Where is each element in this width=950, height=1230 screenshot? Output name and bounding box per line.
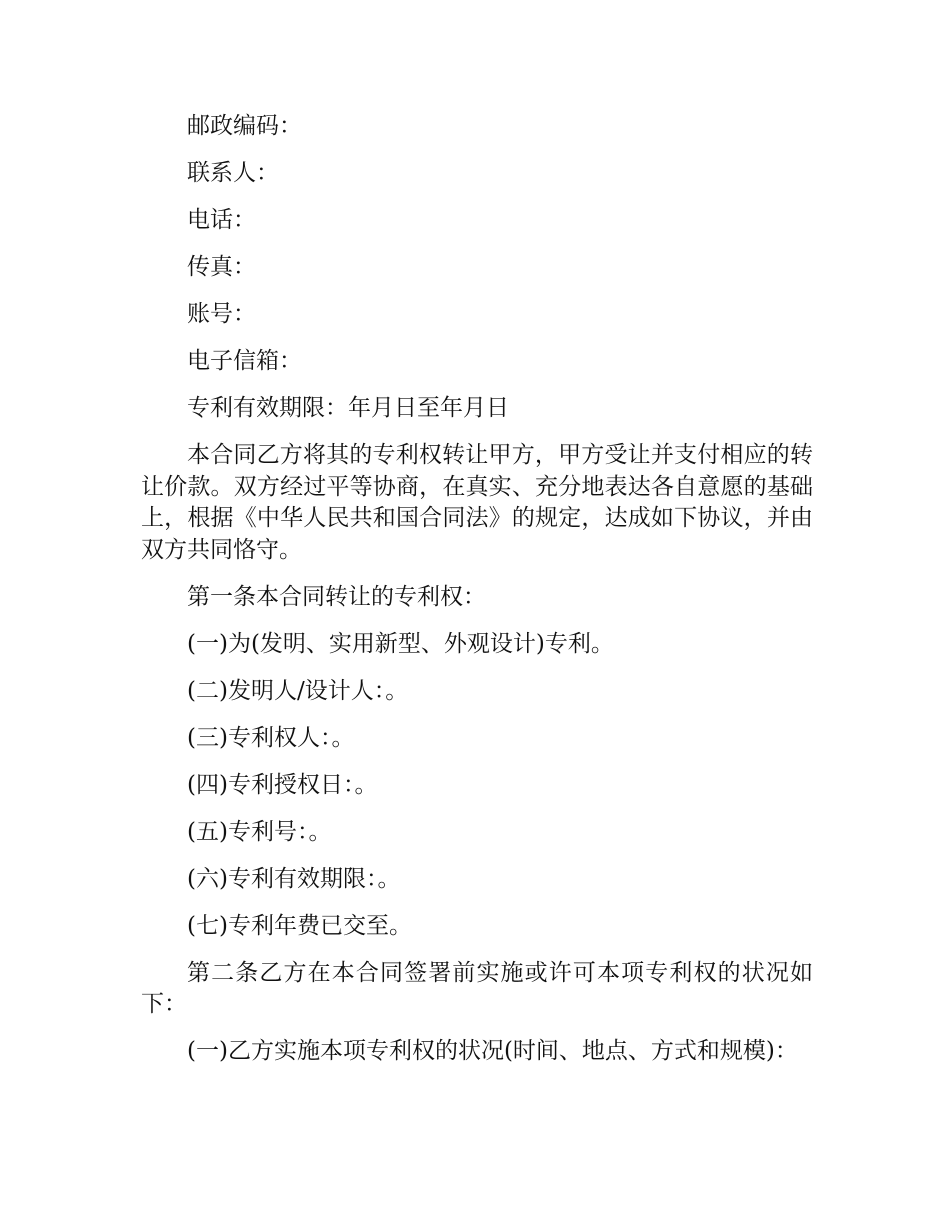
article-1-item-3: (三)专利权人：。 — [187, 724, 355, 751]
postal-code-line: 邮政编码： — [187, 113, 302, 139]
article-1-item-1: (一)为(发明、实用新型、外观设计)专利。 — [187, 630, 614, 657]
article-2-item-1: (一)乙方实施本项专利权的状况(时间、地点、方式和规模)： — [187, 1038, 798, 1064]
article-1-item-4: (四)专利授权日：。 — [187, 771, 378, 798]
article-1-item-7: (七)专利年费已交至。 — [187, 912, 412, 939]
account-line: 账号： — [187, 301, 256, 327]
phone-line: 电话： — [187, 207, 256, 233]
contract-intro-paragraph: 本合同乙方将其的专利权转让甲方，甲方受让并支付相应的转让价款。双方经过平等协商，在真实、充分地表达各自意愿的基础上，根据《中华人民共和国合同法》的规定，达成如下协议，并由双方共同恪守。 — [141, 442, 813, 563]
email-line: 电子信箱： — [187, 348, 302, 374]
article-1-heading: 第一条本合同转让的专利权： — [187, 583, 486, 610]
article-1-item-2: (二)发明人/设计人：。 — [187, 677, 409, 704]
article-1-item-5: (五)专利号：。 — [187, 818, 332, 845]
patent-validity-line: 专利有效期限：年月日至年月日 — [187, 395, 509, 421]
article-2-heading: 第二条乙方在本合同签署前实施或许可本项专利权的状况如下： — [141, 959, 813, 1017]
article-1-item-6: (六)专利有效期限：。 — [187, 865, 401, 892]
document-body — [141, 111, 813, 1083]
fax-line: 传真： — [187, 254, 256, 280]
contact-person-line: 联系人： — [187, 160, 279, 186]
